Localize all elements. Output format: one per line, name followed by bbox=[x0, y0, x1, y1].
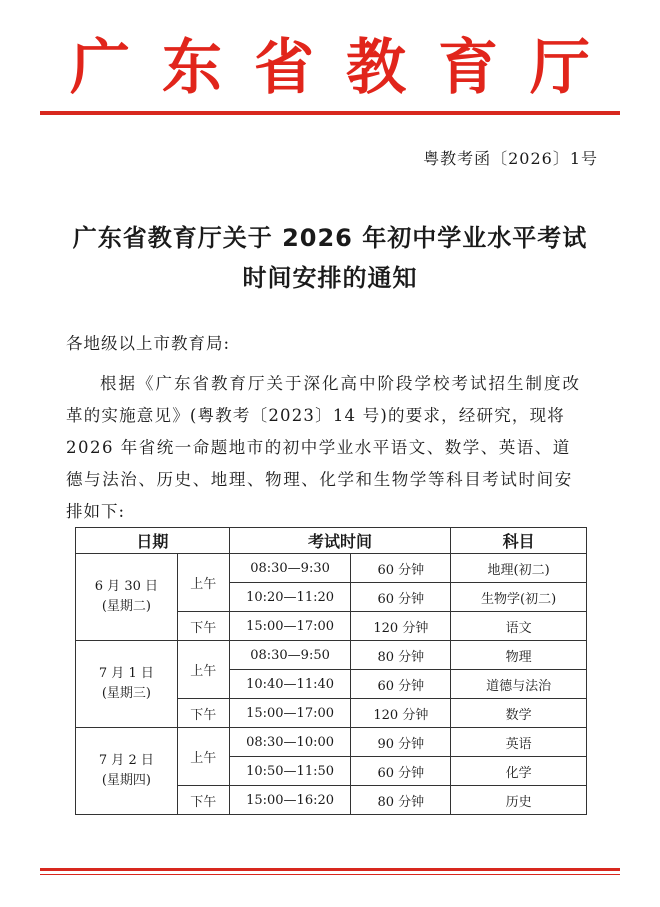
subject-cell: 历史 bbox=[451, 786, 587, 815]
date-cell bbox=[76, 554, 178, 641]
body-text-line: 根据《广东省教育厅关于深化高中阶段学校考试招生制度改 bbox=[100, 374, 581, 393]
time-cell: 10:50—11:50 bbox=[229, 757, 351, 786]
date-cell bbox=[76, 641, 178, 728]
date-text: 7 月 1 日 bbox=[98, 666, 154, 681]
letterhead-char: 育 bbox=[438, 33, 498, 103]
letterhead-char: 厅 bbox=[530, 33, 590, 103]
date-cell bbox=[76, 728, 178, 815]
duration-cell: 120 分钟 bbox=[351, 612, 451, 641]
salutation: 各地级以上市教育局: bbox=[66, 334, 231, 353]
footer-divider bbox=[40, 868, 620, 871]
period-cell: 下午 bbox=[177, 612, 229, 641]
duration-cell: 80 分钟 bbox=[351, 786, 451, 815]
letterhead-divider bbox=[40, 111, 620, 115]
duration-cell: 120 分钟 bbox=[351, 699, 451, 728]
body-text-line: 2026 年省统一命题地市的初中学业水平语文、数学、英语、道 bbox=[66, 438, 571, 457]
period-cell: 下午 bbox=[177, 786, 229, 815]
duration-cell: 60 分钟 bbox=[351, 757, 451, 786]
time-cell: 15:00—17:00 bbox=[229, 612, 351, 641]
subject-cell: 英语 bbox=[451, 728, 587, 757]
period-cell: 上午 bbox=[177, 728, 229, 786]
weekday-text: (星期三) bbox=[101, 686, 151, 701]
subject-cell: 地理(初二) bbox=[451, 554, 587, 583]
subject-cell: 语文 bbox=[451, 612, 587, 641]
weekday-text: (星期四) bbox=[101, 773, 151, 788]
letterhead-char: 广 bbox=[70, 33, 130, 103]
subject-cell: 生物学(初二) bbox=[451, 583, 587, 612]
body-text-line: 德与法治、历史、地理、物理、化学和生物学等科目考试时间安 bbox=[66, 470, 573, 489]
date-text: 6 月 30 日 bbox=[94, 579, 158, 594]
weekday-text: (星期二) bbox=[101, 599, 151, 614]
duration-cell: 60 分钟 bbox=[351, 583, 451, 612]
time-cell: 15:00—16:20 bbox=[229, 786, 351, 815]
duration-cell: 60 分钟 bbox=[351, 554, 451, 583]
subject-cell: 道德与法治 bbox=[451, 670, 587, 699]
time-cell: 15:00—17:00 bbox=[229, 699, 351, 728]
exam-schedule-table bbox=[75, 527, 587, 815]
subject-cell: 物理 bbox=[451, 641, 587, 670]
document-title-line1: 广东省教育厅关于 2026 年初中学业水平考试 bbox=[72, 224, 588, 252]
header-subject: 科目 bbox=[451, 528, 587, 554]
time-cell: 08:30—9:30 bbox=[229, 554, 351, 583]
body-text-line: 革的实施意见》(粤教考〔2023〕14 号)的要求，经研究，现将 bbox=[66, 406, 566, 425]
table-header-row bbox=[76, 528, 587, 554]
period-cell: 上午 bbox=[177, 554, 229, 612]
header-date: 日期 bbox=[76, 528, 230, 554]
time-cell: 10:40—11:40 bbox=[229, 670, 351, 699]
table-row bbox=[76, 728, 587, 757]
header-exam-time: 考试时间 bbox=[229, 528, 451, 554]
duration-cell: 80 分钟 bbox=[351, 641, 451, 670]
letterhead bbox=[0, 30, 660, 106]
duration-cell: 60 分钟 bbox=[351, 670, 451, 699]
date-text: 7 月 2 日 bbox=[98, 753, 154, 768]
period-cell: 上午 bbox=[177, 641, 229, 699]
document-title-line2: 时间安排的通知 bbox=[242, 264, 418, 292]
time-cell: 10:20—11:20 bbox=[229, 583, 351, 612]
footer-divider-thin bbox=[40, 874, 620, 875]
table-row bbox=[76, 554, 587, 583]
letterhead-char: 教 bbox=[346, 33, 406, 103]
document-number: 粤教考函〔2026〕1号 bbox=[423, 149, 598, 168]
time-cell: 08:30—9:50 bbox=[229, 641, 351, 670]
subject-cell: 数学 bbox=[451, 699, 587, 728]
table-row bbox=[76, 641, 587, 670]
time-cell: 08:30—10:00 bbox=[229, 728, 351, 757]
letterhead-char: 东 bbox=[162, 33, 222, 103]
subject-cell: 化学 bbox=[451, 757, 587, 786]
period-cell: 下午 bbox=[177, 699, 229, 728]
duration-cell: 90 分钟 bbox=[351, 728, 451, 757]
letterhead-char: 省 bbox=[254, 33, 314, 103]
body-text-line: 排如下: bbox=[66, 502, 126, 521]
